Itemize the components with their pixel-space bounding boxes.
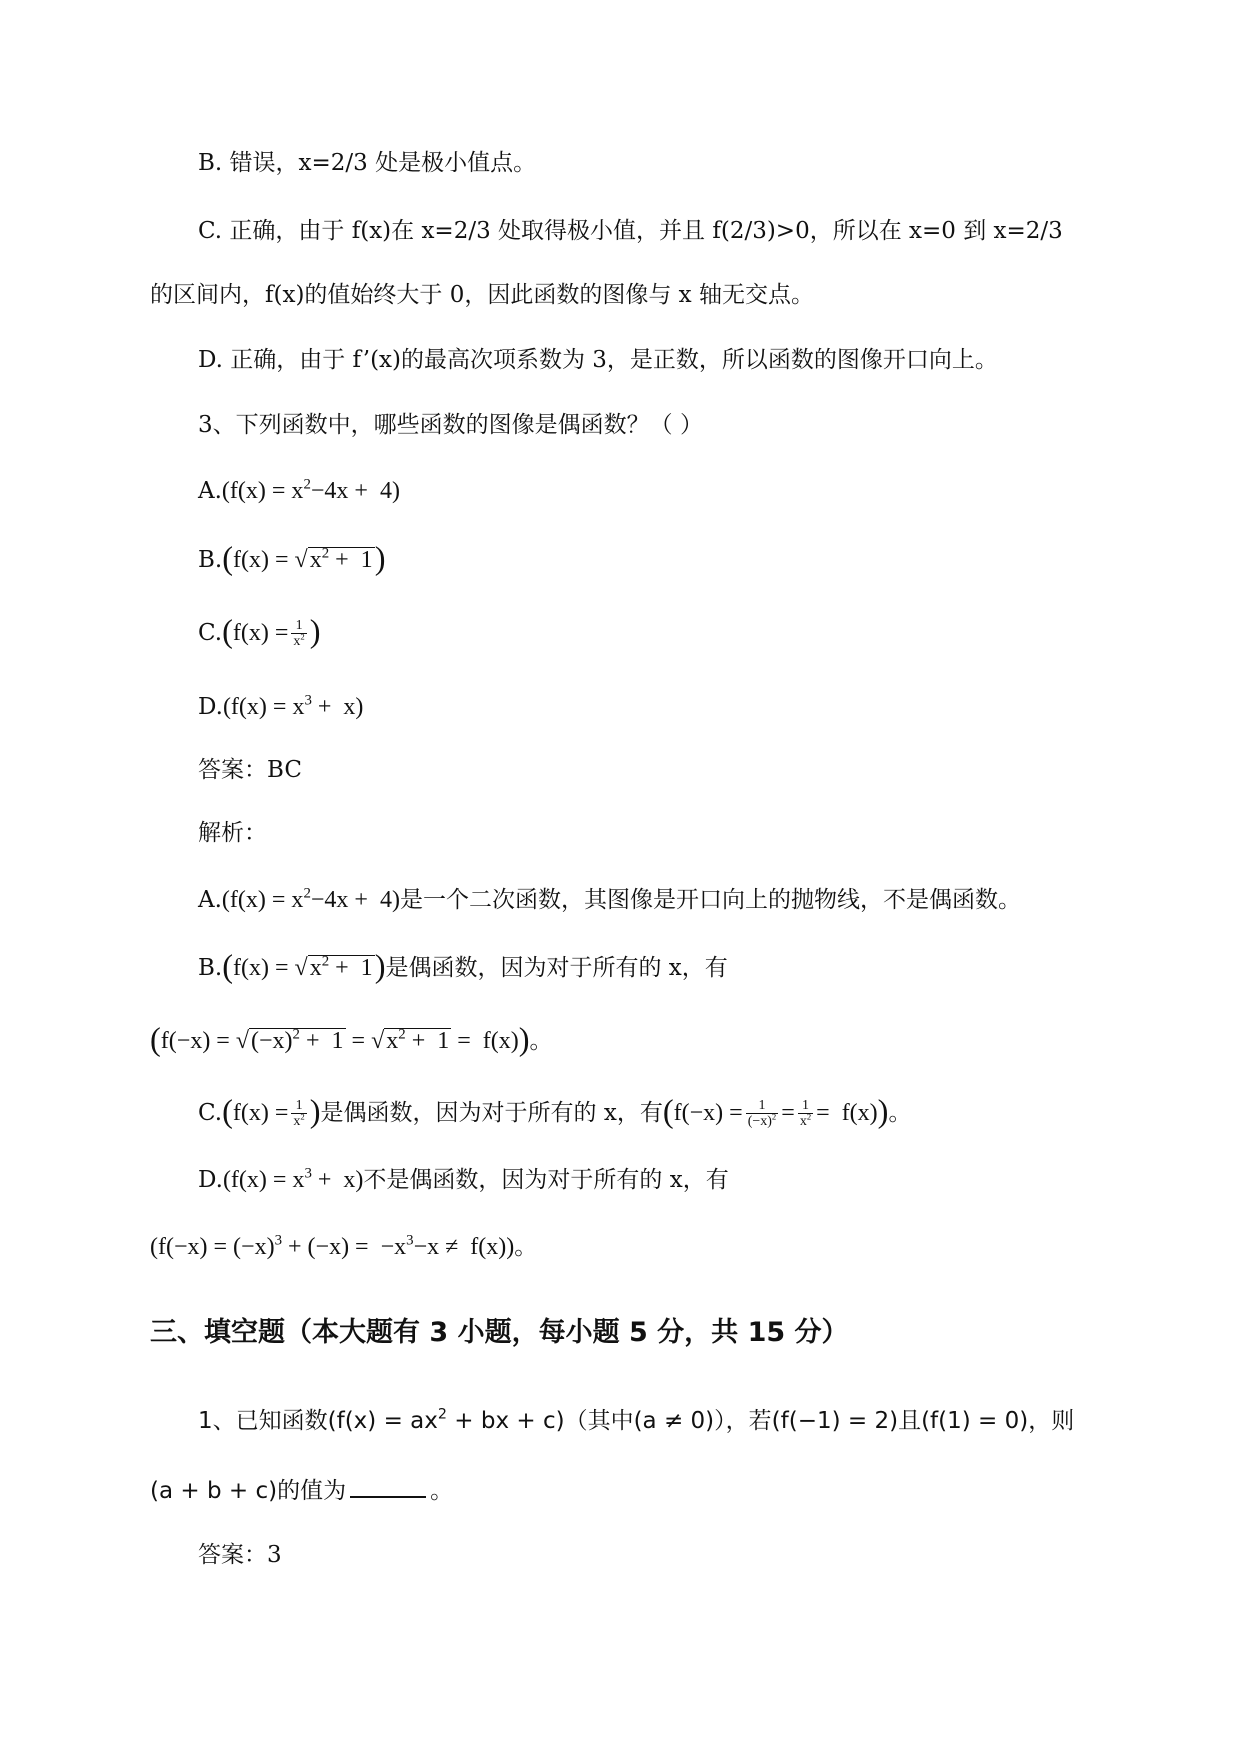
- analysis-b-text: 是偶函数，因为对于所有的 x，有: [385, 955, 728, 981]
- option-c-formula: (f(x) = $\frac{1}{x^2}$ ): [222, 613, 321, 650]
- fill-q1-condition-f-neg1: (f(−1) = 2): [771, 1408, 899, 1434]
- analysis-b-derivation: $(f(-x) = √(-x)^2 + 1 = √x^2 + 1 = f(x))$: [150, 1021, 530, 1058]
- fill-q1-text1: （其中: [564, 1408, 634, 1434]
- analysis-title: 解析：: [198, 820, 267, 846]
- option-d: [198, 692, 363, 722]
- option-a: [198, 476, 400, 506]
- text-line-c-correct: C. 正确，由于 f(x)在 x=2/3 处取得极小值，并且 f(2/3)>0，所以在 x=0 到 x=2/3: [198, 218, 1063, 244]
- analysis-c-text: 是偶函数，因为对于所有的 x，有: [320, 1100, 663, 1126]
- analysis-d-label: D.: [198, 1167, 223, 1193]
- analysis-b-label: B.: [198, 955, 223, 981]
- fill-q1-end: 。: [430, 1478, 454, 1504]
- option-d-formula: $(f(x) = x^3 + x)$: [222, 692, 364, 720]
- option-b-label: B.: [198, 547, 223, 573]
- answer-blank[interactable]: [350, 1478, 426, 1498]
- text-line-b-wrong: B. 错误，x=2/3 处是极小值点。: [198, 150, 537, 176]
- analysis-d-end: 。: [514, 1234, 538, 1260]
- analysis-c-end: 。: [888, 1100, 912, 1126]
- analysis-d: [198, 1165, 729, 1195]
- fill-q1-text3: 且: [898, 1408, 922, 1434]
- analysis-b: [198, 948, 728, 985]
- analysis-c-label: C.: [198, 1100, 223, 1126]
- fill-q1-value-text: 的值为: [277, 1478, 347, 1504]
- analysis-b-continued: [150, 1021, 553, 1058]
- text-line-d-correct: D. 正确，由于 f’(x)的最高次项系数为 3，是正数，所以函数的图像开口向上。: [198, 347, 998, 373]
- fill-q1-function: ($f(x) = ax^2$ + bx + c): [327, 1406, 565, 1434]
- option-a-label: A.: [198, 478, 222, 504]
- analysis-d-formula: $(f(x) = x^3 + x)$: [222, 1165, 364, 1193]
- fill-q1-sum-expr: (a + b + c): [150, 1478, 278, 1504]
- fill-q1-text2: ），若: [714, 1408, 772, 1434]
- option-c-label: C.: [198, 620, 223, 646]
- analysis-c: [198, 1093, 912, 1130]
- analysis-d-text: 不是偶函数，因为对于所有的 x，有: [363, 1167, 729, 1193]
- text-line-c-continued: 的区间内，f(x)的值始终大于 0，因此函数的图像与 x 轴无交点。: [150, 282, 814, 308]
- analysis-c-derivation: (f(−x) = $\frac{1}{(-x)^2}$ = $\frac{1}{x^2}$ = f(x)): [662, 1093, 889, 1130]
- option-a-formula: $(f(x) = x^2-4x + 4)$: [221, 476, 400, 504]
- option-b: [198, 540, 386, 577]
- fill-q1-condition-f1: (f(1) = 0): [921, 1408, 1029, 1434]
- fill-q1-prefix: 1、已知函数: [198, 1408, 328, 1434]
- analysis-d-continued: [150, 1232, 537, 1262]
- section-heading: 三、填空题（本大题有 3 小题，每小题 5 分，共 15 分）: [150, 1317, 849, 1348]
- analysis-d-derivation: $(f(-x) = (-x)^3 + (-x) = -x^3-x \ne f(x))$: [150, 1232, 515, 1260]
- fill-q1-condition-a: (a ≠ 0): [633, 1408, 715, 1434]
- question-3: 3、下列函数中，哪些函数的图像是偶函数？（ ）: [198, 412, 703, 438]
- fill-question-1-line2: [150, 1476, 453, 1506]
- option-d-label: D.: [198, 694, 223, 720]
- analysis-a-text: 是一个二次函数，其图像是开口向上的抛物线，不是偶函数。: [399, 887, 1021, 913]
- analysis-a-formula: $(f(x) = x^2-4x + 4)$: [221, 885, 400, 913]
- analysis-a-label: A.: [198, 887, 222, 913]
- option-b-formula: $(f(x) = √x^2 + 1)$: [222, 540, 386, 577]
- fill-q1-text4: ，则: [1028, 1408, 1075, 1434]
- option-c: [198, 613, 321, 650]
- analysis-a: [198, 885, 1021, 915]
- answer-bc: 答案：BC: [198, 757, 302, 783]
- analysis-c-formula: (f(x) = $\frac{1}{x^2}$ ): [222, 1093, 321, 1130]
- analysis-b-end: 。: [529, 1028, 553, 1054]
- fill-question-1: [198, 1406, 1074, 1436]
- answer-3: 答案：3: [198, 1542, 282, 1568]
- analysis-b-formula: $(f(x) = √x^2 + 1)$: [222, 948, 386, 985]
